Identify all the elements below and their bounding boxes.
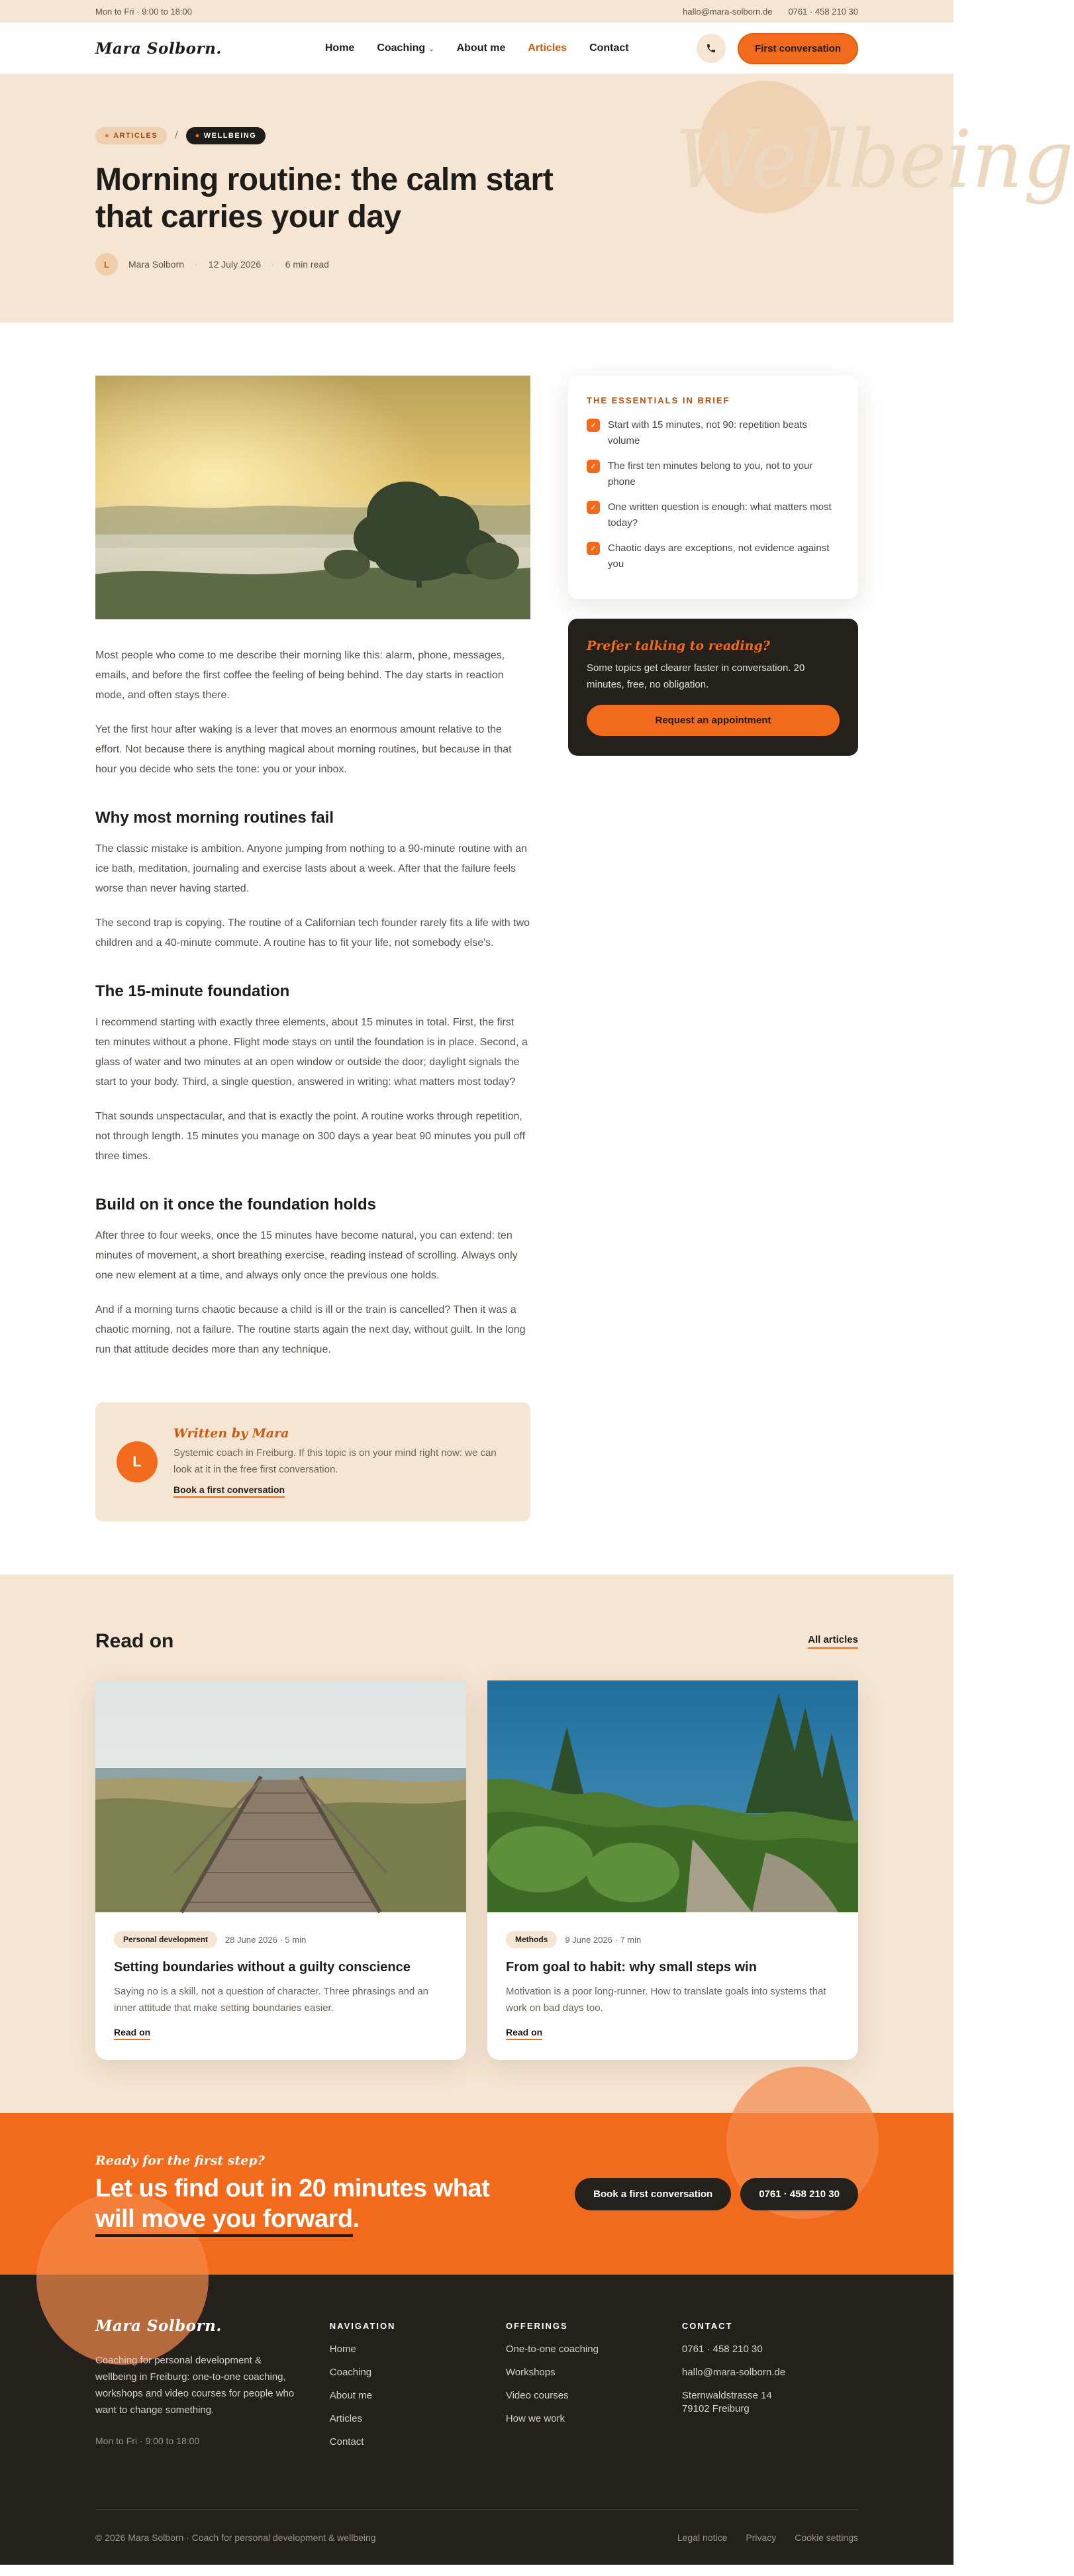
essentials-list xyxy=(587,417,840,572)
article-section xyxy=(0,323,953,1574)
hero-watermark: Wellbeing xyxy=(675,114,1074,206)
meta-separator: · xyxy=(195,259,198,270)
copyright: © 2026 Mara Solborn · Coach for personal development & wellbeing xyxy=(95,2532,376,2543)
author-avatar: L xyxy=(117,1441,158,1482)
essentials-item-text: The first ten minutes belong to you, not to your phone xyxy=(608,460,813,488)
cta-title-end: . xyxy=(352,2205,360,2233)
dot-icon: ● xyxy=(195,132,201,140)
site-footer xyxy=(0,2275,953,2565)
card-title: Setting boundaries without a guilty conscience xyxy=(114,1960,411,1975)
footer-phone[interactable]: 0761 · 458 210 30 xyxy=(681,2344,763,2355)
page-title: Morning routine: the calm start that carries your day xyxy=(95,162,554,234)
site-header xyxy=(0,23,953,74)
talk-text: Some topics get clearer faster in conversation. 20 minutes, free, no obligation. xyxy=(587,662,805,690)
footer-nav-articles[interactable]: Articles xyxy=(329,2413,362,2424)
article-paragraph: Most people who come to me describe their morning like this: alarm, phone, messages, emails, and before the first coffee the feeling of being behind. The day starts in reaction mode, and often stays there. xyxy=(95,650,505,701)
read-time: 6 min read xyxy=(285,259,329,270)
article-paragraph: I recommend starting with exactly three elements, about 15 minutes in total. First, the first ten minutes without a phone. Flight mode stays on until the foundation is in place. Second, a glass of water and two minutes at an open window or outside the door; daylight signals the start to your body. Third, a single question, answered in writing: what matters most today? xyxy=(95,1017,528,1088)
book-conversation-link[interactable]: Book a first conversation xyxy=(173,1484,285,1498)
tag-wellbeing-label: WELLBEING xyxy=(203,132,257,140)
cta-title-highlight: will move you forward xyxy=(95,2205,353,2237)
article-paragraph: The classic mistake is ambition. Anyone jumping from nothing to a 90-minute routine with an ice bath, meditation, journaling and exercise lasts about a week. After that the failure feels worse than never having started. xyxy=(95,843,527,894)
chevron-down-icon: ⌄ xyxy=(428,46,434,53)
footer-email[interactable]: hallo@mara-solborn.de xyxy=(681,2367,786,2378)
cta-band xyxy=(0,2113,953,2275)
publish-date: 12 July 2026 xyxy=(208,259,262,270)
footer-offerings-title: OFFERINGS xyxy=(505,2321,568,2331)
check-icon: ✓ xyxy=(587,460,600,473)
phone-button[interactable] xyxy=(697,34,726,63)
footer-logo[interactable]: Mara Solborn. xyxy=(95,2317,222,2335)
card-excerpt: Saying no is a skill, not a question of character. Three phrasings and an inner attitude that make setting boundaries easier. xyxy=(114,1986,429,2014)
section-heading: Build on it once the foundation holds xyxy=(95,1196,376,1213)
essentials-card xyxy=(568,376,858,599)
tag-articles[interactable] xyxy=(95,127,167,144)
footer-city: 79102 Freiburg xyxy=(681,2403,750,2414)
category-badge: Personal development xyxy=(114,1931,217,1948)
talk-heading: Prefer talking to reading? xyxy=(587,639,770,653)
all-articles-link[interactable]: All articles xyxy=(808,1634,858,1649)
article-paragraph: And if a morning turns chaotic because a child is ill or the train is cancelled? Then it was a chaotic morning, not a failure. The routine starts again the next day, without guilt. In the long run that attitude decides more than any technique. xyxy=(95,1304,526,1355)
list-item xyxy=(587,499,840,531)
article-meta xyxy=(95,253,858,276)
dot-icon: ● xyxy=(105,132,111,140)
cta-title-part: Let us find out in 20 minutes what xyxy=(95,2175,490,2202)
check-icon: ✓ xyxy=(587,501,600,514)
main-nav xyxy=(325,42,629,54)
card-excerpt: Motivation is a poor long-runner. How to translate goals into systems that work on bad days too. xyxy=(506,1986,826,2014)
topbar-phone-link[interactable]: 0761 · 458 210 30 xyxy=(788,6,858,17)
author-box-heading: Written by Mara xyxy=(173,1426,289,1441)
nav-about[interactable]: About me xyxy=(456,42,506,54)
meta-separator: · xyxy=(271,259,275,270)
essentials-item-text: Start with 15 minutes, not 90: repetition beats volume xyxy=(608,419,808,446)
footer-offering-coaching[interactable]: One-to-one coaching xyxy=(505,2344,599,2355)
cta-eyebrow: Ready for the first step? xyxy=(95,2153,265,2168)
nav-home[interactable]: Home xyxy=(324,42,355,54)
footer-nav-home[interactable]: Home xyxy=(329,2344,356,2355)
list-item xyxy=(587,541,840,572)
book-first-conversation-button[interactable]: Book a first conversation xyxy=(575,2178,731,2210)
sidebar xyxy=(568,376,858,1521)
footer-nav-about[interactable]: About me xyxy=(329,2390,372,2401)
article-paragraph: The second trap is copying. The routine of a Californian tech founder rarely fits a life with two children and a 40-minute commute. A routine has to fit your life, not somebody else's. xyxy=(95,917,530,949)
article-card[interactable] xyxy=(95,1680,466,2060)
footer-nav-contact[interactable]: Contact xyxy=(329,2436,364,2447)
card-meta: 28 June 2026 · 5 min xyxy=(225,1934,307,1945)
footer-description: Coaching for personal development & wellbeing in Freiburg: one-to-one coaching, workshops and video courses for people who want to change something. xyxy=(95,2355,295,2416)
call-button[interactable]: 0761 · 458 210 30 xyxy=(740,2178,858,2210)
talk-card xyxy=(568,619,858,756)
nav-articles[interactable]: Articles xyxy=(528,42,567,54)
first-conversation-button[interactable]: First conversation xyxy=(738,33,858,64)
cookie-settings-link[interactable]: Cookie settings xyxy=(795,2532,858,2543)
article-image xyxy=(95,376,530,619)
footer-nav-title: NAVIGATION xyxy=(329,2321,396,2331)
top-bar xyxy=(0,0,953,23)
essentials-item-text: One written question is enough: what matters most today? xyxy=(608,501,832,529)
check-icon: ✓ xyxy=(587,542,600,555)
essentials-item-text: Chaotic days are exceptions, not evidence against you xyxy=(608,542,830,570)
breadcrumb-separator: / xyxy=(175,130,178,141)
check-icon: ✓ xyxy=(587,419,600,432)
article-paragraph: That sounds unspectacular, and that is exactly the point. A routine works through repetition, not through length. 15 minutes you manage on 300 days a year beat 90 minutes you pull off three times. xyxy=(95,1111,526,1162)
cta-title xyxy=(95,2173,493,2234)
tag-articles-label: ARTICLES xyxy=(113,132,158,140)
article-hero xyxy=(0,74,1074,323)
breadcrumb xyxy=(95,127,858,144)
footer-contact-title: CONTACT xyxy=(681,2321,733,2331)
footer-nav-coaching[interactable]: Coaching xyxy=(329,2367,372,2378)
office-hours: Mon to Fri · 9:00 to 18:00 xyxy=(95,6,192,17)
article-card[interactable] xyxy=(487,1680,858,2060)
footer-offering-courses[interactable]: Video courses xyxy=(505,2390,569,2401)
privacy-link[interactable]: Privacy xyxy=(746,2532,777,2543)
section-heading: Why most morning routines fail xyxy=(95,809,334,827)
article-paragraph: After three to four weeks, once the 15 minutes have become natural, you can extend: ten minutes of movement, a short breathing exercise, reading instead of scrolling. Always only one new element at a time, and always only once the previous one holds. xyxy=(95,1230,518,1281)
article-body xyxy=(95,376,530,1521)
nav-coaching-label: Coaching xyxy=(377,42,426,54)
list-item xyxy=(587,417,840,449)
list-item xyxy=(587,458,840,490)
read-on-section xyxy=(0,1574,953,2113)
tag-wellbeing[interactable] xyxy=(186,127,266,144)
category-badge: Methods xyxy=(506,1931,557,1948)
topbar-email-link[interactable]: hallo@mara-solborn.de xyxy=(683,6,773,17)
logo[interactable]: Mara Solborn. xyxy=(95,39,222,58)
author-name: Mara Solborn xyxy=(128,259,185,270)
footer-offering-workshops[interactable]: Workshops xyxy=(505,2367,556,2378)
section-heading: The 15-minute foundation xyxy=(95,982,290,1000)
read-on-link[interactable]: Read on xyxy=(114,2027,150,2040)
card-image-forest xyxy=(487,1680,858,1912)
nav-coaching[interactable] xyxy=(377,42,434,54)
card-title: From goal to habit: why small steps win xyxy=(506,1960,757,1975)
footer-street: Sternwaldstrasse 14 xyxy=(681,2390,772,2401)
read-on-link[interactable]: Read on xyxy=(506,2027,542,2040)
essentials-title: THE ESSENTIALS IN BRIEF xyxy=(587,395,730,405)
footer-offering-howwework[interactable]: How we work xyxy=(505,2413,565,2424)
author-box-text: Systemic coach in Freiburg. If this topic is on your mind right now: we can look at it in the free first conversation. xyxy=(173,1447,497,1475)
footer-hours: Mon to Fri · 9:00 to 18:00 xyxy=(95,2436,200,2446)
avatar: L xyxy=(95,253,118,276)
article-paragraph: Yet the first hour after waking is a lever that moves an enormous amount relative to the effort. Not because there is anything magical about morning routines, but because in that hour you decide who sets the tone: you or your inbox. xyxy=(95,724,512,775)
nav-contact[interactable]: Contact xyxy=(589,42,629,54)
read-on-title: Read on xyxy=(95,1630,174,1652)
author-box xyxy=(95,1402,530,1521)
request-appointment-button[interactable]: Request an appointment xyxy=(587,705,840,736)
legal-notice-link[interactable]: Legal notice xyxy=(677,2532,728,2543)
card-image-boardwalk xyxy=(95,1680,466,1912)
phone-icon xyxy=(706,43,716,54)
card-meta: 9 June 2026 · 7 min xyxy=(565,1934,642,1945)
